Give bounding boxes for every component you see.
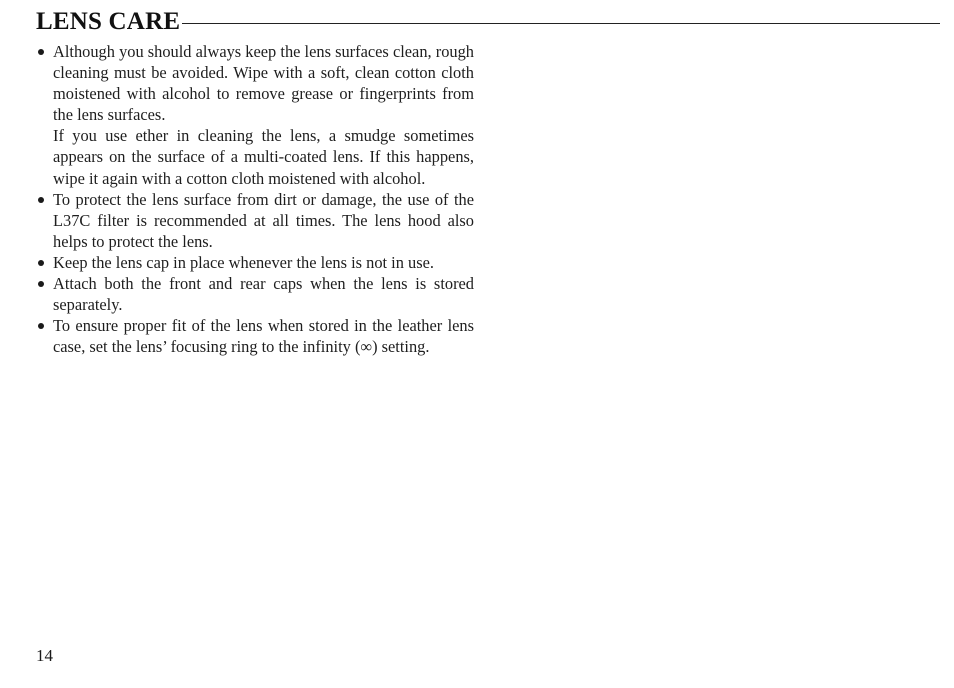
list-item xyxy=(36,189,474,252)
section-header xyxy=(36,6,940,38)
bullet-icon xyxy=(38,197,44,203)
list-item xyxy=(36,273,474,315)
bullet-list xyxy=(36,41,474,357)
paragraph: To ensure proper fit of the lens when stored in the leather lens case, set the lens’ focusing ring to the infinity (∞) setting. xyxy=(53,316,474,357)
list-item xyxy=(36,41,474,189)
paragraph: Attach both the front and rear caps when the lens is stored separately. xyxy=(53,274,474,315)
list-item xyxy=(36,252,474,273)
bullet-icon xyxy=(38,323,44,329)
paragraph: Although you should always keep the lens surfaces clean, rough cleaning must be avoided. Wipe with a soft, clean cotton cloth moistened with alcohol to remove grease or fingerprints from the lens surfaces. xyxy=(53,42,474,125)
title-rule xyxy=(182,23,940,24)
section-title: LENS CARE xyxy=(36,8,181,35)
bullet-icon xyxy=(38,281,44,287)
page-number: 14 xyxy=(36,646,53,665)
paragraph: Keep the lens cap in place whenever the lens is not in use. xyxy=(53,252,434,272)
paragraph: To protect the lens surface from dirt or damage, the use of the L37C filter is recommended at all times. The lens hood also helps to protect the lens. xyxy=(53,189,474,251)
bullet-icon xyxy=(38,49,44,55)
list-item xyxy=(36,315,474,357)
bullet-icon xyxy=(38,260,44,266)
paragraph: If you use ether in cleaning the lens, a smudge sometimes appears on the surface of a multi-coated lens. If this happens, wipe it again with a cotton cloth moistened with alcohol. xyxy=(53,126,474,188)
